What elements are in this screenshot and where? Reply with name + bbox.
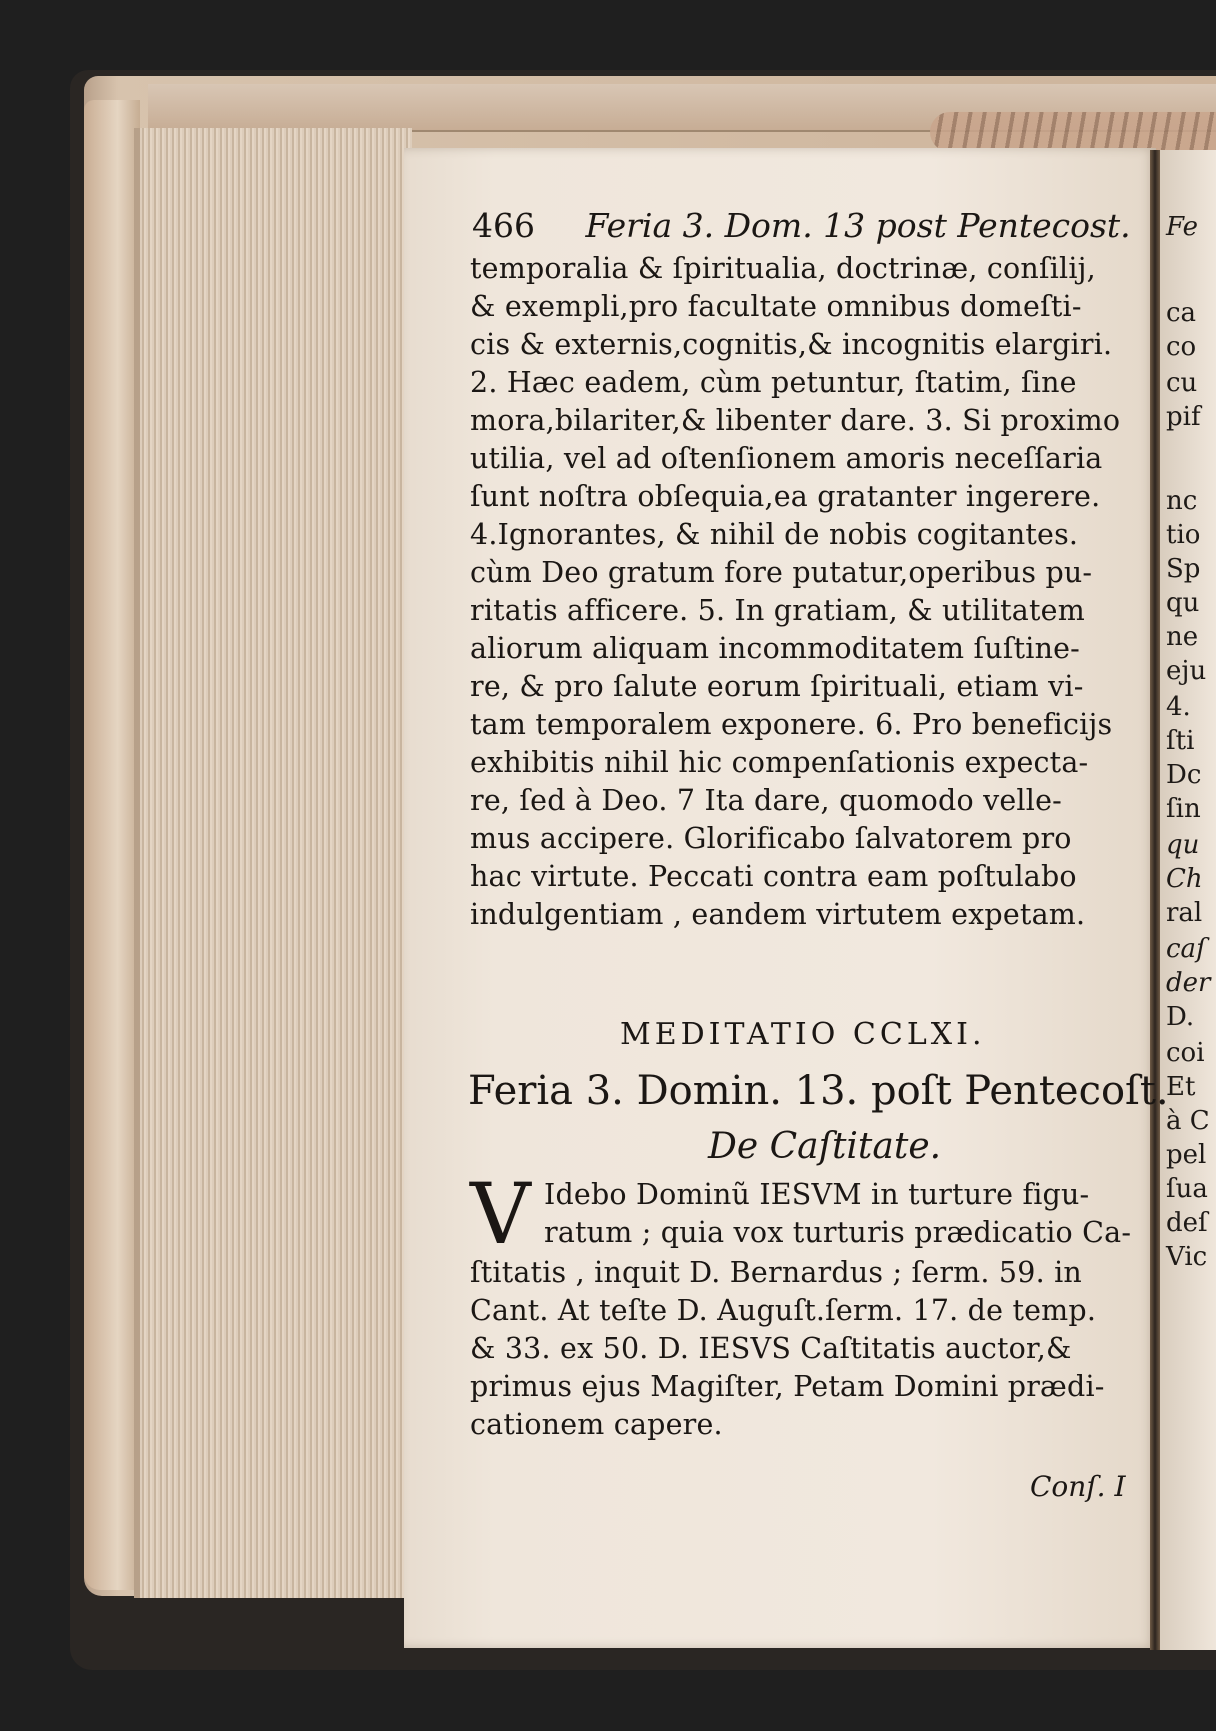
- body-line: indulgentiam , eandem virtutem expetam.: [470, 898, 1086, 931]
- facing-fragment: der: [1166, 968, 1211, 998]
- facing-fragment: co: [1166, 332, 1197, 362]
- catchword: Conſ. I: [1030, 1470, 1126, 1503]
- meditation-heading: MEDITATIO CCLXI.: [620, 1017, 986, 1052]
- body-line: & exempli,pro facultate omnibus domeſti-: [470, 290, 1082, 323]
- book-spine-edge: [84, 100, 140, 1590]
- page-number: 466: [472, 206, 535, 245]
- facing-fragment: ral: [1166, 898, 1203, 928]
- body-line: utilia, vel ad oſtenſionem amoris neceſſaria: [470, 442, 1103, 475]
- facing-fragment: qu: [1166, 588, 1200, 618]
- meditation-line: Idebo Dominũ IESVM in turture figu-: [544, 1178, 1090, 1211]
- facing-fragment: ne: [1166, 622, 1199, 652]
- facing-fragment: ſin: [1166, 794, 1201, 824]
- facing-fragment: à C: [1166, 1106, 1210, 1136]
- facing-fragment: caſ: [1166, 934, 1206, 964]
- subheading: De Caſtitate.: [708, 1126, 942, 1167]
- running-title: Feria 3. Dom. 13 post Pentecost.: [585, 206, 1131, 245]
- facing-fragment: cu: [1166, 368, 1198, 398]
- body-line: exhibitis nihil hic compenſationis expecta-: [470, 746, 1089, 779]
- bookmark-ribbon: [930, 112, 1216, 152]
- body-line: 2. Hæc eadem, cùm petuntur, ſtatim, ſine: [470, 366, 1077, 399]
- facing-fragment: Sp: [1166, 554, 1201, 584]
- body-line: re, & pro ſalute eorum ſpirituali, etiam vi-: [470, 670, 1084, 703]
- page-gutter: [1150, 150, 1160, 1650]
- meditation-line: & 33. ex 50. D. IESVS Caſtitatis auctor,&: [470, 1332, 1072, 1365]
- facing-fragment: Dc: [1166, 760, 1202, 790]
- body-line: hac virtute. Peccati contra eam poſtulabo: [470, 860, 1077, 893]
- facing-fragment: Vic: [1166, 1242, 1208, 1272]
- body-line: cis & externis,cognitis,& incognitis elargiri.: [470, 328, 1113, 361]
- meditation-line: primus ejus Magiſter, Petam Domini prædi-: [470, 1370, 1105, 1403]
- facing-fragment: tio: [1166, 520, 1201, 550]
- facing-fragment: 4.: [1166, 692, 1191, 722]
- body-line: mora,bilariter,& libenter dare. 3. Si proximo: [470, 404, 1121, 437]
- meditation-line: ſtitatis , inquit D. Bernardus ; ſerm. 59. in: [470, 1256, 1082, 1289]
- facing-fragment: pif: [1166, 402, 1201, 432]
- facing-fragment: ca: [1166, 298, 1197, 328]
- drop-cap: V: [470, 1165, 531, 1263]
- facing-fragment: Fe: [1166, 212, 1199, 242]
- facing-fragment: D.: [1166, 1002, 1195, 1032]
- body-line: 4.Ignorantes, & nihil de nobis cogitantes.: [470, 518, 1079, 551]
- body-line: mus accipere. Glorificabo ſalvatorem pro: [470, 822, 1072, 855]
- body-line: re, ſed à Deo. 7 Ita dare, quomodo velle-: [470, 784, 1062, 817]
- meditation-line: ratum ; quia vox turturis prædicatio Ca-: [544, 1216, 1132, 1249]
- facing-fragment: Ch: [1166, 864, 1203, 894]
- body-line: aliorum aliquam incommoditatem ſuſtine-: [470, 632, 1081, 665]
- meditation-line: Cant. At teſte D. Auguſt.ſerm. 17. de temp.: [470, 1294, 1097, 1327]
- facing-fragment: coi: [1166, 1038, 1205, 1068]
- facing-fragment: ſti: [1166, 726, 1195, 756]
- body-line: cùm Deo gratum fore putatur,operibus pu-: [470, 556, 1093, 589]
- running-head: [472, 206, 1131, 245]
- facing-fragment: ſua: [1166, 1174, 1208, 1204]
- facing-page: [1160, 150, 1216, 1650]
- facing-fragment: qu: [1166, 830, 1200, 860]
- feria-heading: Feria 3. Domin. 13. poſt Pentecoſt.: [468, 1068, 1169, 1114]
- body-line: ſunt noſtra obſequia,ea gratanter ingerere.: [470, 480, 1101, 513]
- facing-fragment: deſ: [1166, 1208, 1208, 1238]
- facing-fragment: pel: [1166, 1140, 1207, 1170]
- facing-fragment: nc: [1166, 486, 1198, 516]
- meditation-line: cationem capere.: [470, 1408, 723, 1441]
- body-line: ritatis afficere. 5. In gratiam, & utilitatem: [470, 594, 1085, 627]
- facing-fragment: eju: [1166, 656, 1207, 686]
- facing-fragment: Et: [1166, 1072, 1196, 1102]
- page-block-edges: [134, 128, 412, 1598]
- body-line: tam temporalem exponere. 6. Pro beneficijs: [470, 708, 1113, 741]
- body-line: temporalia & ſpiritualia, doctrinæ, conſilij,: [470, 252, 1096, 285]
